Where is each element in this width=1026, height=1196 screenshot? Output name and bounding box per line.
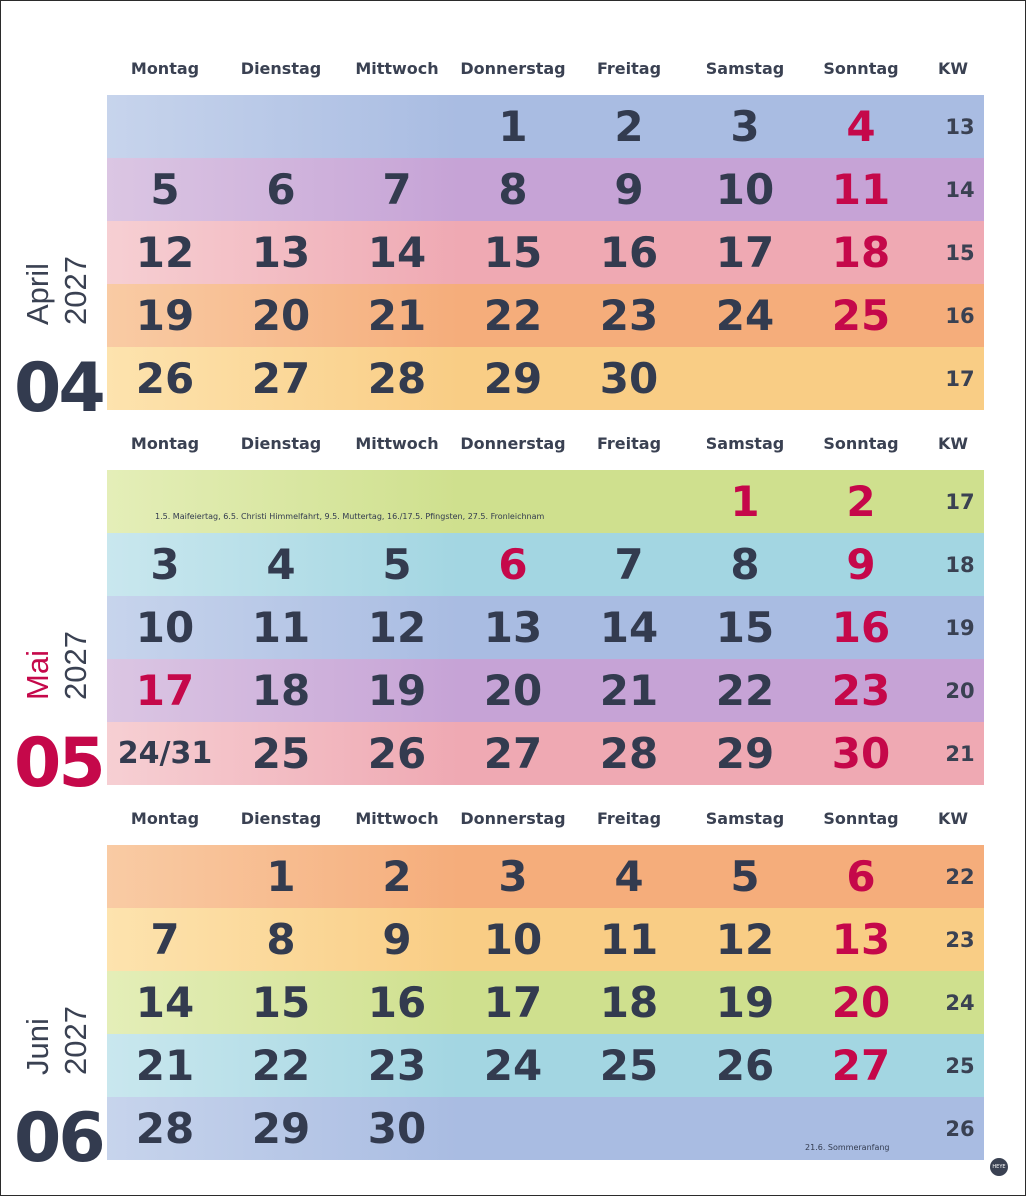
day-cell <box>223 95 339 158</box>
day-cell: 27 <box>483 729 543 778</box>
day-cell: 12 <box>715 915 775 964</box>
kw-header: KW <box>937 434 969 453</box>
day-cell: 16 <box>599 228 659 277</box>
day-cell: 16 <box>367 978 427 1027</box>
day-cell: 28 <box>367 354 427 403</box>
day-cell: 10 <box>483 915 543 964</box>
day-cell: 24/31 <box>117 736 213 771</box>
day-cell <box>571 1097 687 1160</box>
day-cell: 2 <box>382 852 412 901</box>
day-cell: 26 <box>135 354 195 403</box>
week-row <box>107 1034 984 1097</box>
calendar-week-number: 21 <box>945 742 975 766</box>
week-row <box>107 533 984 596</box>
calendar-week-number: 14 <box>945 178 975 202</box>
weekday-header: Mittwoch <box>355 434 439 453</box>
day-cell: 25 <box>251 729 311 778</box>
day-cell <box>455 1097 571 1160</box>
weekday-header: Samstag <box>705 434 785 453</box>
week-row <box>107 347 984 410</box>
day-cell: 14 <box>135 978 195 1027</box>
weekday-header: Freitag <box>596 59 662 78</box>
day-cell: 21 <box>599 666 659 715</box>
day-cell: 29 <box>483 354 543 403</box>
week-row <box>107 596 984 659</box>
day-cell: 5 <box>150 165 180 214</box>
month-block-juni <box>0 802 1026 1177</box>
day-cell: 29 <box>715 729 775 778</box>
month-year: 2027 <box>58 631 93 700</box>
day-cell: 19 <box>367 666 427 715</box>
day-cell <box>107 470 223 533</box>
day-cell: 9 <box>614 165 644 214</box>
weekday-header: Montag <box>130 434 200 453</box>
week-row <box>107 659 984 722</box>
day-cell: 29 <box>251 1104 311 1153</box>
calendar-week-number: 16 <box>945 304 975 328</box>
day-cell: 30 <box>599 354 659 403</box>
day-cell <box>107 95 223 158</box>
calendar-week-number: 22 <box>945 865 975 889</box>
day-cell: 28 <box>135 1104 195 1153</box>
day-cell: 16 <box>831 603 891 652</box>
day-cell: 12 <box>367 603 427 652</box>
day-cell: 20 <box>831 978 891 1027</box>
calendar-week-number: 25 <box>945 1054 975 1078</box>
weekday-header: Montag <box>130 59 200 78</box>
day-cell: 20 <box>251 291 311 340</box>
day-cell: 8 <box>266 915 296 964</box>
day-cell: 21 <box>367 291 427 340</box>
month-block-mai <box>0 427 1026 802</box>
day-cell: 17 <box>483 978 543 1027</box>
day-cell: 19 <box>715 978 775 1027</box>
month-block-april <box>0 52 1026 427</box>
day-cell: 5 <box>730 852 760 901</box>
calendar-week-number: 23 <box>945 928 975 952</box>
day-cell <box>223 470 339 533</box>
day-cell: 15 <box>715 603 775 652</box>
kw-header: KW <box>937 59 969 78</box>
day-cell: 15 <box>251 978 311 1027</box>
calendar-week-number: 18 <box>945 553 975 577</box>
calendar-week-number: 17 <box>945 490 975 514</box>
day-cell: 17 <box>715 228 775 277</box>
day-cell: 13 <box>831 915 891 964</box>
day-cell: 2 <box>846 477 876 526</box>
day-cell: 30 <box>831 729 891 778</box>
day-cell: 23 <box>599 291 659 340</box>
day-cell: 21 <box>135 1041 195 1090</box>
month-number: 04 <box>14 349 103 428</box>
calendar-week-number: 13 <box>945 115 975 139</box>
season-note: 21.6. Sommeranfang <box>805 1143 890 1152</box>
day-cell: 9 <box>846 540 876 589</box>
weekday-header: Samstag <box>705 809 785 828</box>
day-cell: 30 <box>367 1104 427 1153</box>
publisher-logo: HEYE <box>990 1158 1008 1176</box>
week-row <box>107 284 984 347</box>
week-row <box>107 470 984 533</box>
calendar-week-number: 19 <box>945 616 975 640</box>
day-cell: 18 <box>831 228 891 277</box>
day-cell: 9 <box>382 915 412 964</box>
day-cell: 11 <box>251 603 311 652</box>
weekday-header: Donnerstag <box>460 59 566 78</box>
day-cell: 25 <box>599 1041 659 1090</box>
day-cell: 22 <box>251 1041 311 1090</box>
day-cell: 7 <box>614 540 644 589</box>
day-cell: 23 <box>367 1041 427 1090</box>
weekday-header: Samstag <box>705 59 785 78</box>
day-cell: 28 <box>599 729 659 778</box>
day-cell: 3 <box>730 102 760 151</box>
day-cell <box>803 347 919 410</box>
day-cell: 5 <box>382 540 412 589</box>
day-cell: 27 <box>831 1041 891 1090</box>
day-cell: 11 <box>599 915 659 964</box>
weekday-header: Freitag <box>596 809 662 828</box>
weekday-header: Mittwoch <box>355 59 439 78</box>
day-cell: 22 <box>483 291 543 340</box>
day-cell: 10 <box>715 165 775 214</box>
month-year: 2027 <box>58 256 93 325</box>
day-cell: 25 <box>831 291 891 340</box>
day-cell: 8 <box>730 540 760 589</box>
day-cell <box>339 470 455 533</box>
day-cell: 23 <box>831 666 891 715</box>
weekday-header: Sonntag <box>823 59 899 78</box>
weekday-header: Mittwoch <box>355 809 439 828</box>
day-cell <box>571 470 687 533</box>
day-cell: 3 <box>150 540 180 589</box>
day-cell <box>455 470 571 533</box>
weekday-header: Montag <box>130 809 200 828</box>
day-cell: 14 <box>599 603 659 652</box>
week-row <box>107 722 984 785</box>
weekday-header: Dienstag <box>240 434 322 453</box>
calendar-week-number: 17 <box>945 367 975 391</box>
day-cell: 7 <box>150 915 180 964</box>
day-cell: 1 <box>266 852 296 901</box>
day-cell: 10 <box>135 603 195 652</box>
calendar-week-number: 26 <box>945 1117 975 1141</box>
weekday-header: Donnerstag <box>460 434 566 453</box>
kw-header: KW <box>937 809 969 828</box>
week-row <box>107 95 984 158</box>
day-cell: 26 <box>367 729 427 778</box>
week-row <box>107 908 984 971</box>
day-cell: 18 <box>599 978 659 1027</box>
weekday-header: Freitag <box>596 434 662 453</box>
weekday-header: Donnerstag <box>460 809 566 828</box>
day-cell: 4 <box>846 102 876 151</box>
day-cell: 15 <box>483 228 543 277</box>
day-cell: 7 <box>382 165 412 214</box>
month-name: Mai <box>20 650 55 700</box>
month-name: Juni <box>20 1018 55 1075</box>
day-cell <box>687 347 803 410</box>
day-cell: 13 <box>483 603 543 652</box>
day-cell: 13 <box>251 228 311 277</box>
day-cell: 8 <box>498 165 528 214</box>
day-cell: 14 <box>367 228 427 277</box>
week-row <box>107 221 984 284</box>
weekday-header: Sonntag <box>823 809 899 828</box>
holiday-note: 1.5. Maifeiertag, 6.5. Christi Himmelfahrt, 9.5. Muttertag, 16./17.5. Pfingsten, 27.5. Fronleichnam <box>155 512 545 521</box>
day-cell: 18 <box>251 666 311 715</box>
day-cell: 6 <box>846 852 876 901</box>
day-cell: 6 <box>266 165 296 214</box>
day-cell: 3 <box>498 852 528 901</box>
week-row <box>107 971 984 1034</box>
day-cell: 6 <box>498 540 528 589</box>
day-cell: 2 <box>614 102 644 151</box>
month-number: 05 <box>14 724 103 803</box>
weekday-header: Sonntag <box>823 434 899 453</box>
day-cell <box>687 1097 803 1160</box>
week-row <box>107 158 984 221</box>
day-cell: 26 <box>715 1041 775 1090</box>
day-cell: 1 <box>498 102 528 151</box>
calendar-week-number: 24 <box>945 991 975 1015</box>
month-number: 06 <box>14 1099 103 1178</box>
day-cell: 12 <box>135 228 195 277</box>
day-cell: 20 <box>483 666 543 715</box>
day-cell: 11 <box>831 165 891 214</box>
month-name: April <box>20 262 55 325</box>
month-year: 2027 <box>58 1006 93 1075</box>
day-cell: 19 <box>135 291 195 340</box>
week-row <box>107 845 984 908</box>
day-cell <box>107 845 223 908</box>
day-cell: 24 <box>715 291 775 340</box>
weekday-header: Dienstag <box>240 809 322 828</box>
day-cell: 1 <box>730 477 760 526</box>
calendar-week-number: 15 <box>945 241 975 265</box>
day-cell: 4 <box>266 540 296 589</box>
day-cell: 22 <box>715 666 775 715</box>
day-cell: 27 <box>251 354 311 403</box>
day-cell: 24 <box>483 1041 543 1090</box>
day-cell: 4 <box>614 852 644 901</box>
day-cell: 17 <box>135 666 195 715</box>
day-cell <box>339 95 455 158</box>
calendar-week-number: 20 <box>945 679 975 703</box>
weekday-header: Dienstag <box>240 59 322 78</box>
